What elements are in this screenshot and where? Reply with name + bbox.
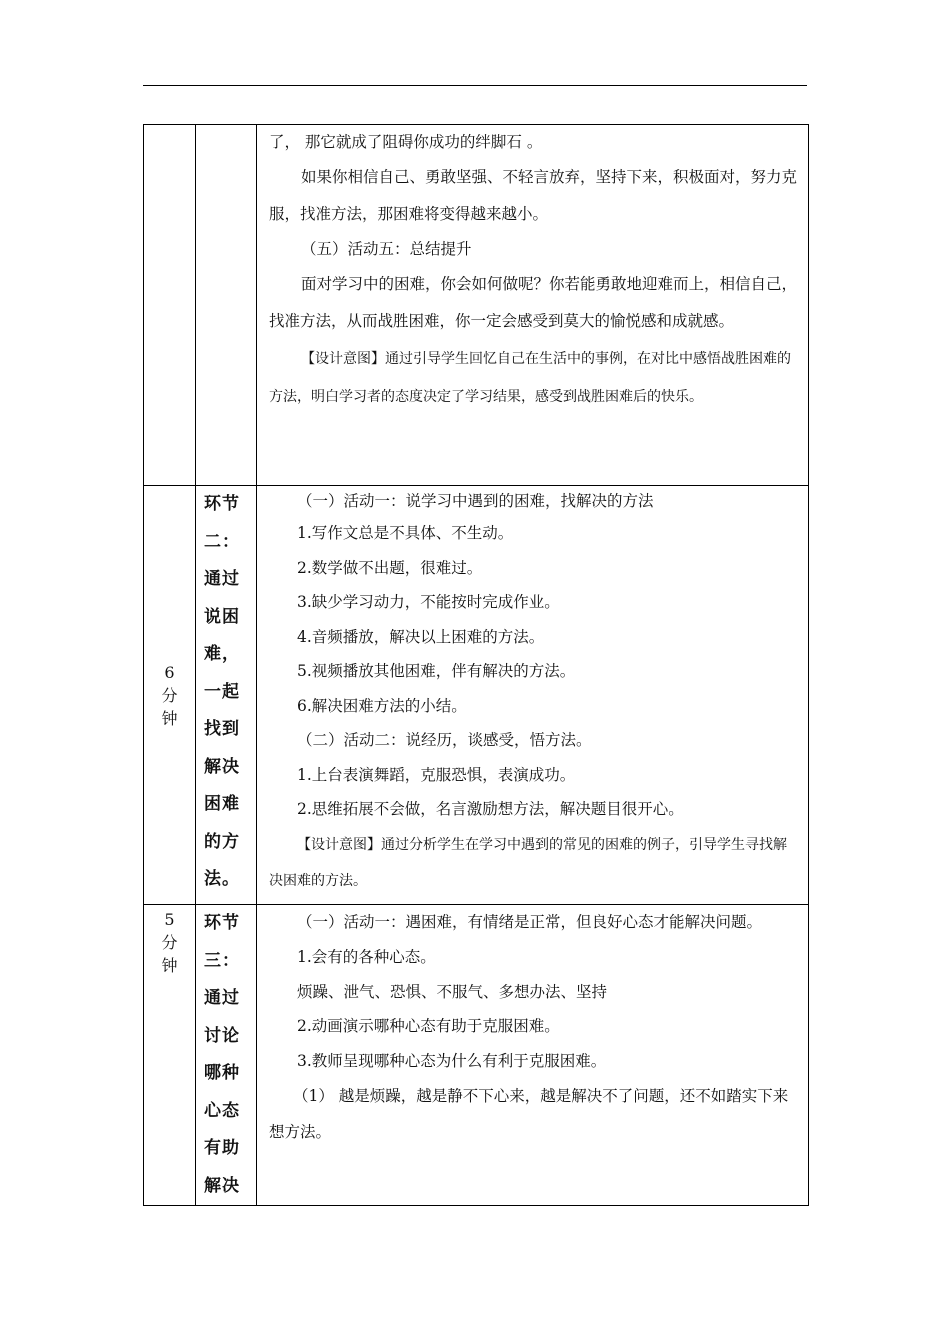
time-unit: 分 <box>161 685 178 705</box>
time-cell <box>144 905 196 1206</box>
table-row-stage-two <box>144 486 809 905</box>
stage-label: 找到 <box>204 719 240 739</box>
stage-label: 解决 <box>204 756 240 777</box>
table-row-stage-three <box>144 905 809 1206</box>
content-cell <box>257 125 809 486</box>
stage-label: 环节 <box>204 913 240 933</box>
list-item: 1.写作文总是不具体、不生动。 <box>297 524 514 542</box>
stage-label: 讨论 <box>204 1025 240 1046</box>
list-item: 2.思维拓展不会做，名言激励想方法，解决题目很开心。 <box>297 800 684 818</box>
stage-label: 通过 <box>204 569 240 589</box>
list-item: 3.教师呈现哪种心态为什么有利于克服困难。 <box>297 1051 607 1070</box>
content-cell <box>257 486 809 905</box>
list-item: 1.会有的各种心态。 <box>297 948 436 966</box>
time-unit: 钟 <box>161 708 178 728</box>
stage-cell <box>196 486 257 905</box>
design-intent: 【设计意图】通过引导学生回忆自己在生活中的事例，在对比中感悟战胜困难的方法，明白学习者的态度决定了学习结果，感受到战胜困难后的快乐。 <box>269 351 791 405</box>
stage-cell <box>196 905 257 1206</box>
time-digit: 5 <box>164 910 175 929</box>
list-item: 2.动画演示哪种心态有助于克服困难。 <box>297 1017 560 1035</box>
list-item: 1.上台表演舞蹈，克服恐惧，表演成功。 <box>297 765 576 784</box>
stage-label: 的方 <box>204 831 240 852</box>
stage-label: 通过 <box>204 988 240 1008</box>
stage-label: 困难 <box>204 794 240 814</box>
list-item: 3.缺少学习动力，不能按时完成作业。 <box>297 593 560 611</box>
activity-heading: （五）活动五：总结提升 <box>301 240 472 258</box>
list-item: 6.解决困难方法的小结。 <box>297 696 467 715</box>
page-header-rule <box>143 85 807 86</box>
table-row-continuation <box>144 125 809 486</box>
time-unit: 分 <box>161 933 178 952</box>
time-cell <box>144 125 196 486</box>
list-item: 5.视频播放其他困难，伴有解决的方法。 <box>297 662 576 680</box>
activity-heading: （二）活动二：说经历，谈感受，悟方法。 <box>297 731 592 749</box>
stage-label: 三： <box>204 950 240 971</box>
stage-label: 心态 <box>204 1100 240 1121</box>
list-item: 4.音频播放，解决以上困难的方法。 <box>297 627 545 646</box>
lesson-plan-table <box>143 124 809 1206</box>
time-digit: 6 <box>164 662 175 682</box>
stage-label: 法。 <box>204 869 240 889</box>
stage-label: 一起 <box>204 681 240 702</box>
time-cell <box>144 486 196 905</box>
paragraph: 面对学习中的困难，你会如何做呢？你若能勇敢地迎难而上，相信自己，找准方法，从而战胜困难，你一定会感受到莫大的愉悦感和成就感。 <box>269 275 798 330</box>
stage-cell <box>196 125 257 486</box>
stage-label: 哪种 <box>204 1063 240 1083</box>
activity-heading: （一）活动一：说学习中遇到的困难，找解决的方法 <box>297 492 654 510</box>
activity-heading: （一）活动一：遇困难，有情绪是正常，但良好心态才能解决问题。 <box>297 913 763 931</box>
paragraph: 了， 那它就成了阻碍你成功的绊脚石 。 <box>269 133 543 151</box>
list-item: 2.数学做不出题，很难过。 <box>297 558 483 577</box>
list-item: 烦躁、泄气、恐惧、不服气、多想办法、坚持 <box>297 982 608 1001</box>
stage-label: 难， <box>204 644 240 664</box>
stage-label: 二： <box>204 531 240 552</box>
stage-label: 有助 <box>204 1138 240 1158</box>
paragraph: 如果你相信自己、勇敢坚强、不轻言放弃，坚持下来，积极面对，努力克服，找准方法，那困难将变得越来越小。 <box>269 168 798 223</box>
stage-label: 解决 <box>204 1175 240 1196</box>
design-intent: 【设计意图】通过分析学生在学习中遇到的常见的困难的例子，引导学生寻找解决困难的方法。 <box>269 836 787 889</box>
content-cell <box>257 905 809 1206</box>
stage-label: 环节 <box>204 494 240 514</box>
time-unit: 钟 <box>161 956 178 975</box>
paragraph: （1） 越是烦躁，越是静不下心来，越是解决不了问题，还不如踏实下来想方法。 <box>269 1087 789 1141</box>
stage-label: 说困 <box>204 606 240 627</box>
